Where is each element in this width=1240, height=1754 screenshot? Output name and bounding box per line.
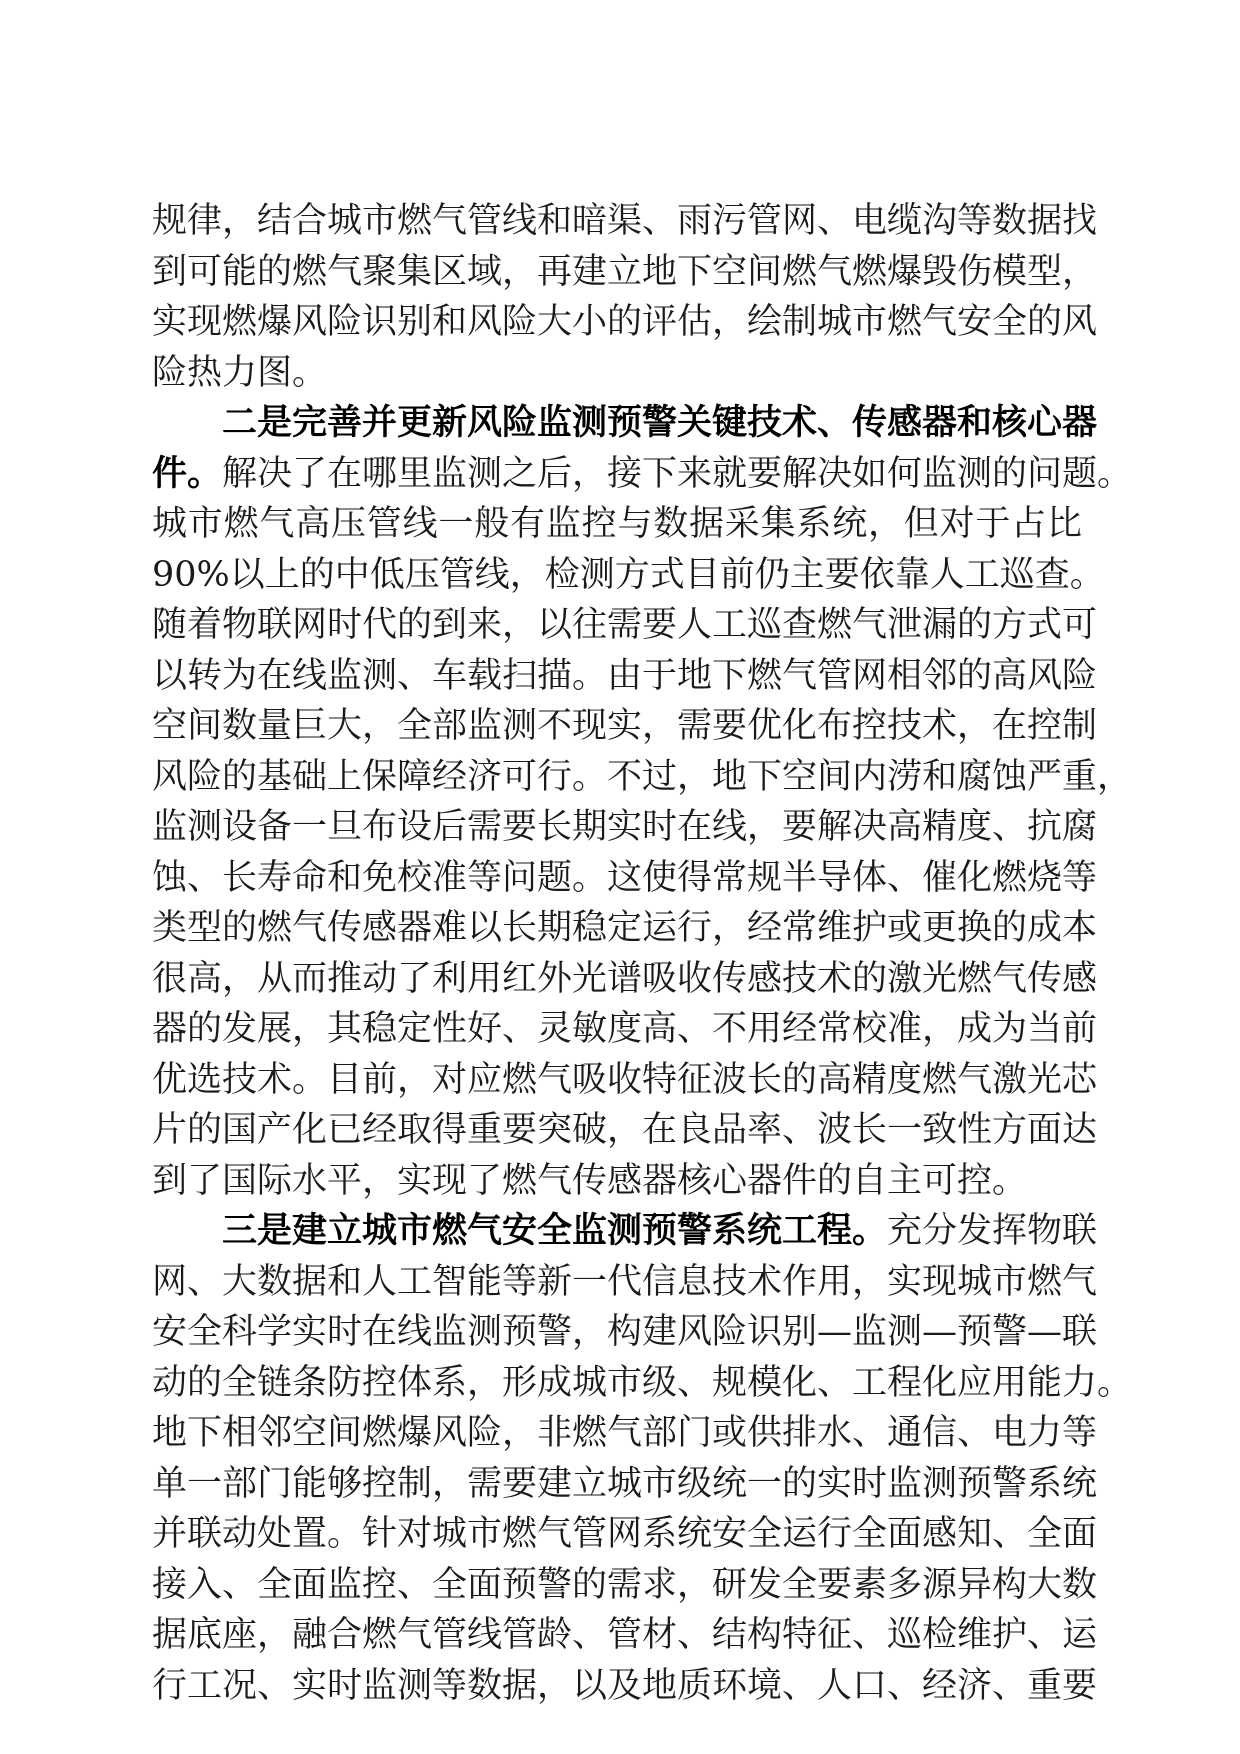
section2-line xyxy=(152,449,1133,500)
section2-line: 随着物联网时代的到来，以往需要人工巡查燃气泄漏的方式可 xyxy=(152,605,1098,645)
section2-line-text: 解决了在哪里监测之后，接下来就要解决如何监测的问题。 xyxy=(222,453,1133,494)
section2-line: 监测设备一旦布设后需要长期实时在线，要解决高精度、抗腐 xyxy=(152,807,1098,847)
section3-line: 网、大数据和人工智能等新一代信息技术作用，实现城市燃气 xyxy=(152,1261,1098,1302)
section2-line: 风险的基础上保障经济可行。不过，地下空间内涝和腐蚀严重， xyxy=(152,756,1133,797)
section2-line: 器的发展，其稳定性好、灵敏度高、不用经常校准，成为当前 xyxy=(152,1009,1098,1049)
section2-line: 蚀、长寿命和免校准等问题。这使得常规半导体、催化燃烧等 xyxy=(152,857,1098,898)
section3-line: 据底座，融合燃气管线管龄、管材、结构特征、巡检维护、运 xyxy=(152,1615,1098,1655)
section3-line: 动的全链条防控体系，形成城市级、规模化、工程化应用能力。 xyxy=(152,1362,1133,1403)
section2-line: 优选技术。目前，对应燃气吸收特征波长的高精度燃气激光芯 xyxy=(152,1059,1098,1100)
section2-heading: 二是完善并更新风险监测预警关键技术、传感器和核心器 xyxy=(222,403,1098,443)
body-text xyxy=(152,196,1133,1711)
section3-heading-line xyxy=(152,1206,1098,1257)
section2-heading-tail: 件。 xyxy=(152,453,223,494)
intro-line: 险热力图。 xyxy=(152,352,328,393)
section3-line-text: 充分发挥物联 xyxy=(887,1211,1098,1251)
section2-line: 空间数量巨大，全部监测不现实，需要优化布控技术，在控制 xyxy=(152,706,1098,746)
section2-line: 到了国际水平，实现了燃气传感器核心器件的自主可控。 xyxy=(152,1160,1028,1201)
section2-heading-line xyxy=(152,398,1098,449)
section3-line: 安全科学实时在线监测预警，构建风险识别—监测—预警—联 xyxy=(152,1312,1098,1352)
section3-line: 接入、全面监控、全面预警的需求，研发全要素多源异构大数 xyxy=(152,1564,1098,1605)
section2-line: 以转为在线监测、车载扫描。由于地下燃气管网相邻的高风险 xyxy=(152,655,1098,696)
intro-line: 到可能的燃气聚集区域，再建立地下空间燃气燃爆毁伤模型， xyxy=(152,251,1098,292)
section2-line: 城市燃气高压管线一般有监控与数据采集系统，但对于占比 xyxy=(152,504,1082,544)
section3-line: 地下相邻空间燃爆风险，非燃气部门或供排水、通信、电力等 xyxy=(152,1413,1098,1453)
section2-line: 90%以上的中低压管线，检测方式目前仍主要依靠人工巡查。 xyxy=(152,554,1105,595)
section2-line: 类型的燃气传感器难以长期稳定运行，经常维护或更换的成本 xyxy=(152,908,1098,948)
section2-line: 很高，从而推动了利用红外光谱吸收传感技术的激光燃气传感 xyxy=(152,958,1098,999)
section3-line: 单一部门能够控制，需要建立城市级统一的实时监测预警系统 xyxy=(152,1463,1098,1504)
section3-line: 行工况、实时监测等数据，以及地质环境、人口、经济、重要 xyxy=(152,1665,1098,1706)
section2-line: 片的国产化已经取得重要突破，在良品率、波长一致性方面达 xyxy=(152,1110,1098,1150)
intro-line: 规律，结合城市燃气管线和暗渠、雨污管网、电缆沟等数据找 xyxy=(152,201,1098,241)
intro-line: 实现燃爆风险识别和风险大小的评估，绘制城市燃气安全的风 xyxy=(152,302,1098,342)
section3-line: 并联动处置。针对城市燃气管网系统安全运行全面感知、全面 xyxy=(152,1514,1098,1554)
section3-heading: 三是建立城市燃气安全监测预警系统工程。 xyxy=(222,1211,888,1251)
